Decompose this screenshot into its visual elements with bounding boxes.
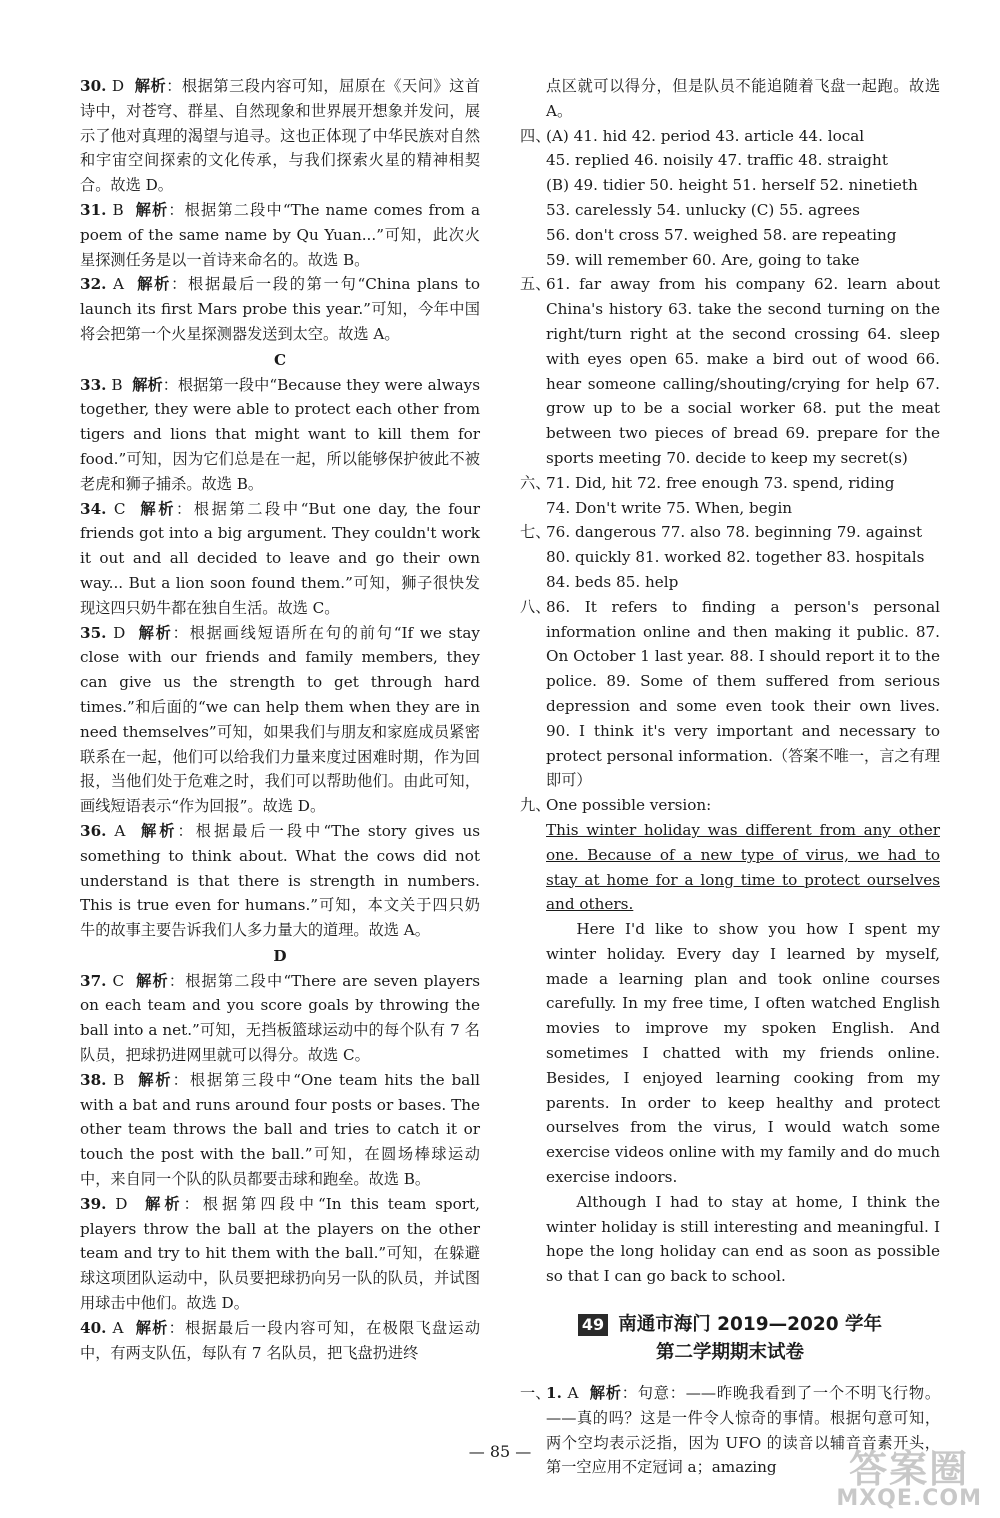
section-six-line-1: 71. Did, hit 72. free enough 73. spend, riding <box>546 473 895 492</box>
section-nine <box>520 793 940 1289</box>
essay-paragraph-1: Here I'd like to show you how I spent my winter holiday. Every day I learned by myself, made a learning plan and took online courses carefully. In my free time, I often watched English movies to improve my spoken English. And sometimes I chatted with my friends online. Besides, I enjoyed learning cooking from my parents. In order to keep healthy and protect ourselves from the virus, I would watch some exercise videos online with my family and do much exercise indoors. <box>546 920 940 1187</box>
answer-31: 31. B 解析：根据第二段中“The name comes from a poem of the same name by Qu Yuan...”可知，此次火星探测任务是以一首诗来命名的。故选 B。 <box>80 200 481 269</box>
answer-35: 35. D 解析：根据画线短语所在句的前句“If we stay close with our friends and family members, they can give us the strength to get through hard times.”和后面的“we can help them when they are in need themselves”可知，如果我们与朋友和家庭成员紧密联系在一起，他们可以给我们力量来度过困难时期，作为回报，当他们处于危难之时，我们可以帮助他们。由此可知，画线短语表示“作为回报”。故选 D。 <box>80 623 481 816</box>
section-seven-line-1: 76. dangerous 77. also 78. beginning 79. against <box>546 523 923 542</box>
answer-40-continued: 点区就可以得分，但是队员不能追随着飞盘一起跑。故选 A。 <box>546 77 940 120</box>
section-four-line-2: 45. replied 46. noisily 47. traffic 48. straight <box>546 151 888 170</box>
part-one-label: 一、 <box>520 1384 551 1403</box>
section-four-line-5: 56. don't cross 57. weighed 58. are repeating <box>546 225 897 244</box>
section-four-label: 四、 <box>520 126 551 145</box>
section-eight-label: 八、 <box>520 597 551 616</box>
section-six-label: 六、 <box>520 473 551 492</box>
answer-33: 33. B 解析：根据第一段中“Because they were always together, they were able to protect each other from tigers and lions that might want to kill them for food.”可知，因为它们总是在一起，所以能够保护彼此不被老虎和狮子捕杀。故选 B。 <box>80 375 481 493</box>
section-seven-line-3: 84. beds 85. help <box>546 572 679 591</box>
answer-37: 37. C 解析：根据第二段中“There are seven players on each team and you score goals by throwing the ball into a net.”可知，无挡板篮球运动中的每个队有 7 名队员，把球扔进网里就可以得分。故选 C。 <box>80 971 481 1065</box>
section-letter-d: D <box>273 946 287 965</box>
watermark-url: MXQE.COM <box>836 1486 982 1511</box>
section-number-badge: 49 <box>578 1314 608 1336</box>
watermark-chinese: 答案圈 <box>849 1447 970 1491</box>
answer-36: 36. A 解析：根据最后一段中“The story gives us something to think about. What the cows did not understand is that there is strength in numbers. This is true even for humans.”可知，本文关于四只奶牛的故事主要告诉我们人多力量大的道理。故选 A。 <box>80 821 481 940</box>
section-letter-c: C <box>273 350 287 369</box>
section-five <box>520 272 940 470</box>
essay-underlined-opening: This winter holiday was different from any other one. Because of a new type of virus, we had to stay at home for a long time to protect ourselves and others. <box>546 820 940 914</box>
answer-39: 39. D 解析：根据第四段中“In this team sport, players throw the ball at the players on the other team and try to hit them with the ball.”可知，在躲避球这项团队运动中，队员要把球扔向另一队的队员，并试图用球击中他们。故选 D。 <box>80 1194 480 1313</box>
exam-section-heading <box>520 1311 940 1367</box>
right-column <box>520 74 940 1480</box>
exam-title-line-1: 南通市海门 2019—2020 学年 <box>618 1314 883 1336</box>
section-five-label: 五、 <box>520 275 551 294</box>
answer-34: 34. C 解析：根据第二段中“But one day, the four friends got into a big argument. They couldn't work it out and all decided to leave and go their own way... But a lion soon found them.”可知，狮子很快发现这四只奶牛都在独自生活。故选 C。 <box>80 499 480 617</box>
page-number: — 85 — <box>468 1442 532 1461</box>
section-four-line-4: 53. carelessly 54. unlucky (C) 55. agrees <box>546 200 860 219</box>
sample-essay-intro: One possible version: <box>546 796 712 815</box>
section-eight <box>520 595 940 793</box>
section-eight-answers: 86. It refers to finding a person's personal information online and then making it public. 87. On October 1 last year. 88. I should report it to the police. 89. Some of them suffered from serious depression and some even took their own lives. 90. I think it's very important and necessary to protect personal information.（答案不唯一，言之有理即可） <box>546 597 940 790</box>
section-seven-line-2: 80. quickly 81. worked 82. together 83. hospitals <box>546 548 925 567</box>
section-seven <box>520 520 940 594</box>
answer-30: 30. D 解析：根据第三段内容可知，屈原在《天问》这首诗中，对苍穹、群星、自然现象和世界展开想象并发问，展示了他对真理的渴望与追寻。这也正体现了中华民族对自然和宇宙空间探索的文化传承，与我们探索火星的精神相契合。故选 D。 <box>80 77 481 195</box>
section-six-line-2: 74. Don't write 75. When, begin <box>546 498 793 517</box>
left-column <box>80 74 480 1365</box>
answer-40: 40. A 解析：根据最后一段内容可知，在极限飞盘运动中，有两支队伍，每队有 7 名队员，把飞盘扔进终 <box>80 1318 481 1362</box>
section-four-line-6: 59. will remember 60. Are, going to take <box>546 250 860 269</box>
question-1-answer: 一、 1. A 解析：句意：——昨晚我看到了一个不明飞行物。——真的吗？这是一件令人惊奇的事情。根据句意可知，两个空均表示泛指，因为 UFO 的读音以辅音音素开头，第一空应用不定冠词 a；amazing <box>520 1381 940 1480</box>
answer-38: 38. B 解析：根据第三段中“One team hits the ball with a bat and runs around four posts or bases. The other team throws the ball and tries to catch it or touch the post with the ball.”可知，在圆场棒球运动中，来自同一个队的队员都要击球和跑垒。故选 B。 <box>80 1070 481 1189</box>
section-nine-label: 九、 <box>520 796 551 815</box>
essay-paragraph-2: Although I had to stay at home, I think the winter holiday is still interesting and meaningful. I hope the long holiday can end as soon as possible so that I can go back to school. <box>546 1192 940 1286</box>
site-watermark-logo <box>836 1447 982 1511</box>
section-five-answers: 61. far away from his company 62. learn about China's history 63. take the second turning on the right/turn right at the second crossing 64. sleep with eyes open 65. make a bird out of wood 66. hear someone calling/shouting/crying for help 67. grow up to be a social worker 68. put the meat between two pieces of bread 69. prepare for the sports meeting 70. decide to keep my secret(s) <box>546 275 940 467</box>
answer-32: 32. A 解析：根据最后一段的第一句“China plans to launch its first Mars probe this year.”可知，今年中国将会把第一个火星探测器发送到太空。故选 A。 <box>80 275 481 343</box>
section-four <box>520 124 940 273</box>
section-seven-label: 七、 <box>520 523 551 542</box>
section-six <box>520 471 940 521</box>
section-four-line-1: (A) 41. hid 42. period 43. article 44. local <box>546 126 865 145</box>
section-four-line-3: (B) 49. tidier 50. height 51. herself 52. ninetieth <box>546 176 918 195</box>
exam-title-line-2: 第二学期期末试卷 <box>655 1342 804 1364</box>
